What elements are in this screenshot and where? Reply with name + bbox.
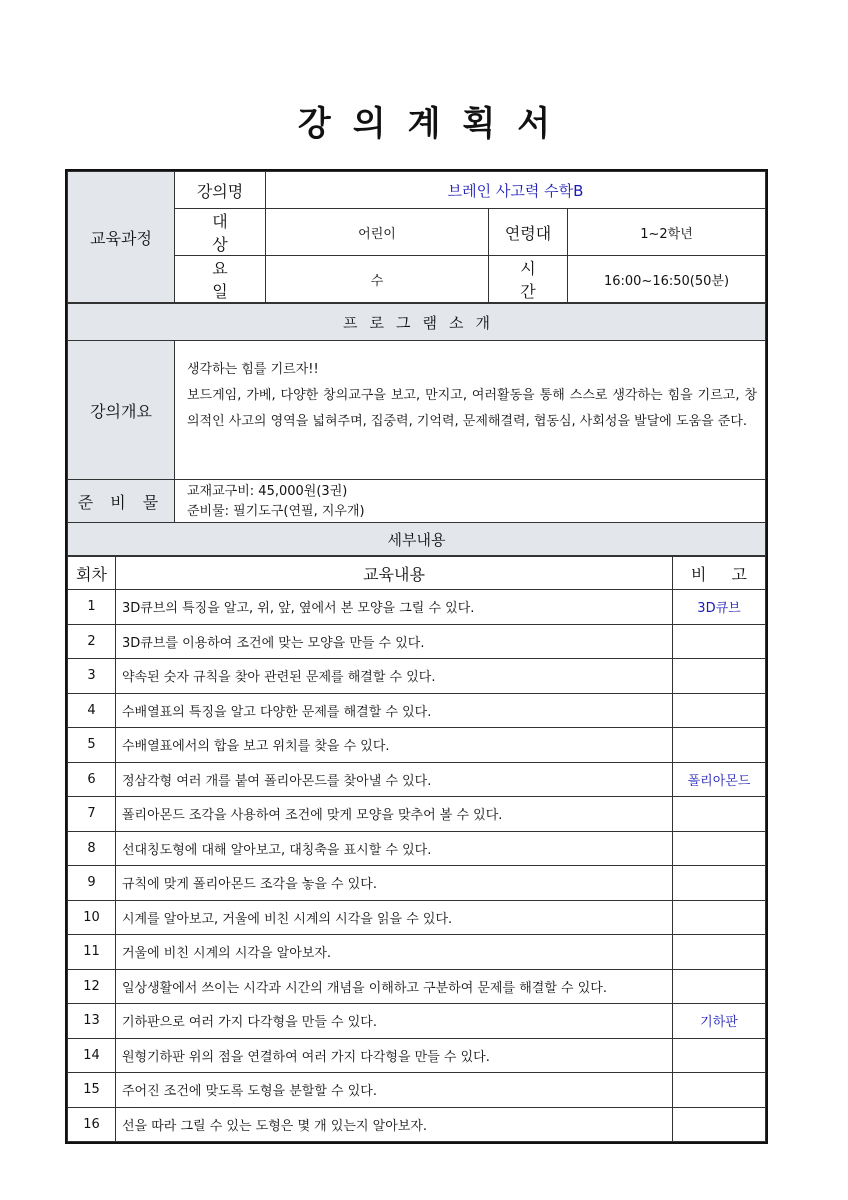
session-note [673, 659, 766, 694]
table-row [68, 1073, 766, 1108]
table-row [68, 900, 766, 935]
time-label: 시 간 [489, 256, 568, 303]
table-row [68, 1004, 766, 1039]
course-info-table [67, 171, 766, 303]
session-content: 주어진 조건에 맞도록 도형을 분할할 수 있다. [116, 1073, 673, 1108]
table-row [68, 693, 766, 728]
table-row [68, 935, 766, 970]
overview-text [175, 341, 766, 480]
materials-label: 준 비 물 [68, 480, 175, 523]
session-note: 폴리아몬드 [673, 762, 766, 797]
session-note [673, 1073, 766, 1108]
session-note [673, 693, 766, 728]
session-number: 8 [68, 831, 116, 866]
session-number: 11 [68, 935, 116, 970]
lecture-plan-form [65, 169, 768, 1144]
session-number: 4 [68, 693, 116, 728]
program-intro-header: 프로그램소개 [68, 304, 766, 341]
page-title: 강의계획서 [297, 104, 573, 144]
table-row [68, 624, 766, 659]
session-content: 3D큐브의 특징을 알고, 위, 앞, 옆에서 본 모양을 그릴 수 있다. [116, 590, 673, 625]
session-note [673, 866, 766, 901]
session-number: 12 [68, 969, 116, 1004]
session-content: 원형기하판 위의 점을 연결하여 여러 가지 다각형을 만들 수 있다. [116, 1038, 673, 1073]
session-note [673, 900, 766, 935]
age-label: 연령대 [489, 209, 568, 256]
session-note [673, 1107, 766, 1142]
table-row [68, 590, 766, 625]
session-number: 14 [68, 1038, 116, 1073]
session-content: 기하판으로 여러 가지 다각형을 만들 수 있다. [116, 1004, 673, 1039]
session-number: 6 [68, 762, 116, 797]
details-header: 세부내용 [68, 523, 766, 556]
table-row [68, 831, 766, 866]
session-number: 7 [68, 797, 116, 832]
session-note [673, 935, 766, 970]
session-number: 2 [68, 624, 116, 659]
session-content: 폴리아몬드 조각을 사용하여 조건에 맞게 모양을 맞추어 볼 수 있다. [116, 797, 673, 832]
session-number: 15 [68, 1073, 116, 1108]
session-content: 규칙에 맞게 폴리아몬드 조각을 놓을 수 있다. [116, 866, 673, 901]
target-value: 어린이 [266, 209, 489, 256]
schedule-table [67, 556, 766, 1142]
table-row [68, 659, 766, 694]
session-number: 5 [68, 728, 116, 763]
session-number: 1 [68, 590, 116, 625]
session-note [673, 728, 766, 763]
session-content: 수배열표의 특징을 알고 다양한 문제를 해결할 수 있다. [116, 693, 673, 728]
course-name-label: 강의명 [175, 172, 266, 209]
session-note [673, 797, 766, 832]
overview-line-2: 보드게임, 가베, 다양한 창의교구을 보고, 만지고, 여러활동을 통해 스스로 생각하는 힘을 기르고, 창의적인 사고의 영역을 넓혀주며, 집중력, 기억력, 문제해결력, 협동심, 사회성을 발달에 도움을 준다. [187, 388, 758, 429]
time-value: 16:00~16:50(50분) [568, 256, 766, 303]
session-note [673, 1038, 766, 1073]
session-note [673, 624, 766, 659]
session-content: 시계를 알아보고, 거울에 비친 시계의 시각을 읽을 수 있다. [116, 900, 673, 935]
table-row [68, 762, 766, 797]
session-number: 10 [68, 900, 116, 935]
age-value: 1~2학년 [568, 209, 766, 256]
program-intro-table [67, 303, 766, 556]
content-header: 교육내용 [116, 557, 673, 590]
session-note [673, 969, 766, 1004]
session-note: 기하판 [673, 1004, 766, 1039]
table-row [68, 728, 766, 763]
session-number: 16 [68, 1107, 116, 1142]
note-header: 비 고 [673, 557, 766, 590]
table-row [68, 797, 766, 832]
session-content: 수배열표에서의 합을 보고 위치를 찾을 수 있다. [116, 728, 673, 763]
materials-line-1: 교재교구비: 45,000원(3권) [187, 484, 348, 499]
session-number: 13 [68, 1004, 116, 1039]
schedule-rows [68, 590, 766, 1142]
materials-line-2: 준비물: 필기도구(연필, 지우개) [187, 504, 365, 519]
session-content: 3D큐브를 이용하여 조건에 맞는 모양을 만들 수 있다. [116, 624, 673, 659]
curriculum-label: 교육과정 [68, 172, 175, 303]
session-content: 선을 따라 그릴 수 있는 도형은 몇 개 있는지 알아보자. [116, 1107, 673, 1142]
session-note [673, 831, 766, 866]
table-row [68, 969, 766, 1004]
target-label: 대 상 [175, 209, 266, 256]
session-number: 9 [68, 866, 116, 901]
day-value: 수 [266, 256, 489, 303]
session-header: 회차 [68, 557, 116, 590]
overview-label: 강의개요 [68, 341, 175, 480]
session-content: 거울에 비친 시계의 시각을 알아보자. [116, 935, 673, 970]
table-row [68, 1038, 766, 1073]
session-content: 약속된 숫자 규칙을 찾아 관련된 문제를 해결할 수 있다. [116, 659, 673, 694]
table-row [68, 866, 766, 901]
overview-line-1: 생각하는 힘를 기르자!! [187, 362, 319, 377]
materials-text [175, 480, 766, 523]
course-name-value: 브레인 사고력 수학B [266, 172, 766, 209]
session-content: 정삼각형 여러 개를 붙여 폴리아몬드를 찾아낼 수 있다. [116, 762, 673, 797]
session-content: 일상생활에서 쓰이는 시각과 시간의 개념을 이해하고 구분하여 문제를 해결할 수 있다. [116, 969, 673, 1004]
table-row [68, 1107, 766, 1142]
session-content: 선대칭도형에 대해 알아보고, 대칭축을 표시할 수 있다. [116, 831, 673, 866]
day-label: 요 일 [175, 256, 266, 303]
session-number: 3 [68, 659, 116, 694]
session-note: 3D큐브 [673, 590, 766, 625]
